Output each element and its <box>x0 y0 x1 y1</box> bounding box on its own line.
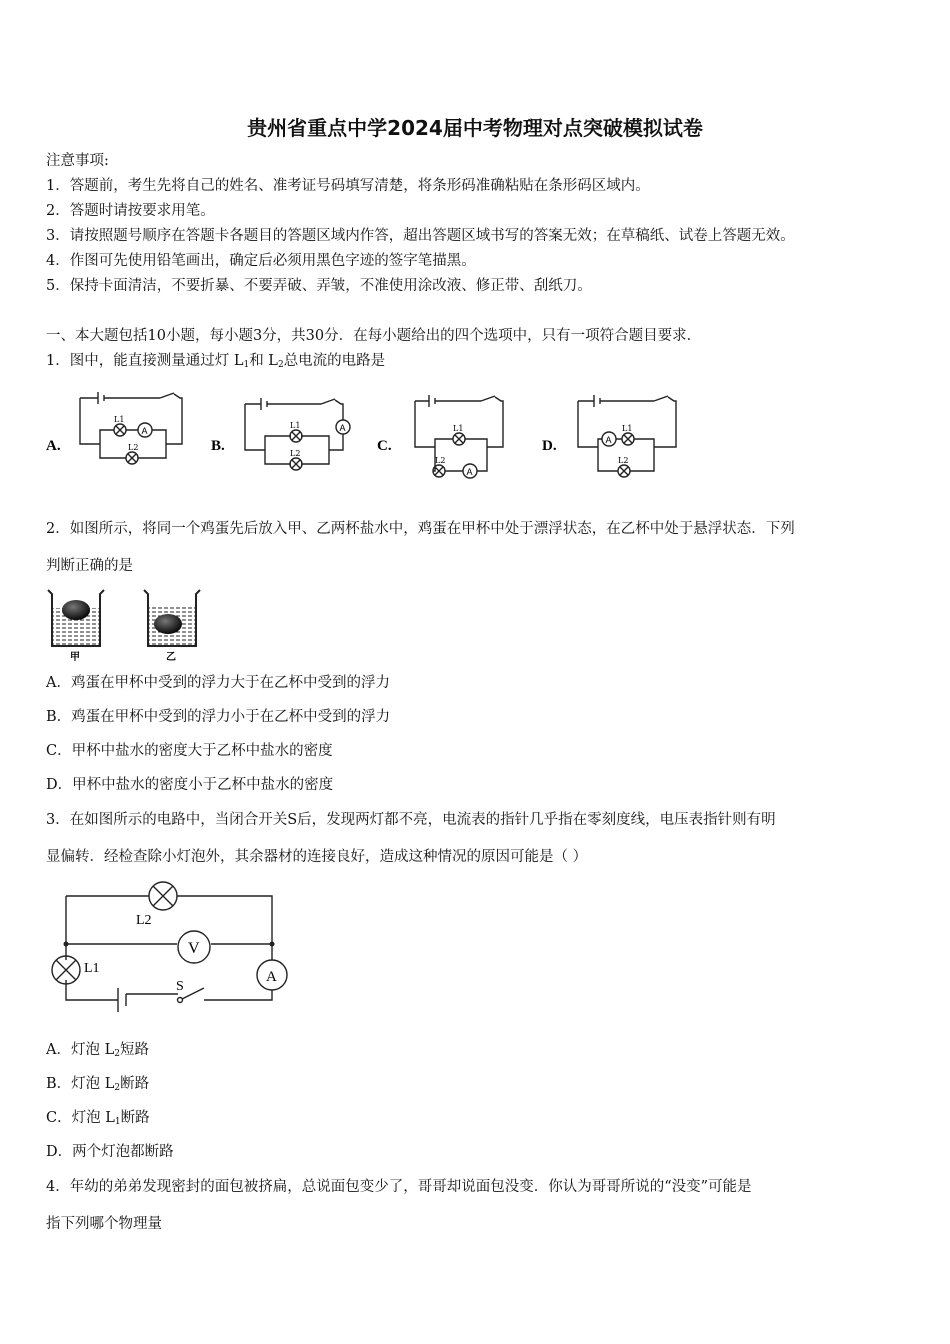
lamp-label: L1 <box>84 961 100 976</box>
egg-suspended <box>154 614 182 634</box>
ammeter-label: A <box>339 423 346 433</box>
ammeter-label: A <box>266 969 277 985</box>
lamp-label: L1 <box>290 421 301 430</box>
question-4-line2: 指下列哪个物理量 <box>46 1216 162 1232</box>
section-heading: 一、本大题包括10小题，每小题3分，共30分．在每小题给出的四个选项中，只有一项符合题目要求． <box>46 328 702 344</box>
cup-label: 乙 <box>166 652 176 663</box>
question-2-figure <box>44 586 204 662</box>
lamp-label: L2 <box>128 443 139 452</box>
q2-option: B．鸡蛋在甲杯中受到的浮力小于在乙杯中受到的浮力 <box>46 709 391 725</box>
question-4-line1: 4．年幼的弟弟发现密封的面包被挤扁，总说面包变少了，哥哥却说面包没变．你认为哥哥所说的“没变”可能是 <box>46 1179 752 1195</box>
q1-option-c-label: C. <box>377 438 392 454</box>
ammeter-label: A <box>466 467 473 477</box>
q3-option: C．灯泡 $L_1$断路 <box>46 1110 150 1127</box>
question-3-line2: 显偏转．经检查除小灯泡外，其余器材的连接良好，造成这种情况的原因可能是（ ） <box>46 849 588 865</box>
question-3-circuit <box>44 880 294 1010</box>
page-title: 贵州省重点中学2024届中考物理对点突破模拟试卷 <box>247 116 703 140</box>
notice-item: 5．保持卡面清洁，不要折暴、不要弄破、弄皱，不准使用涂改液、修正带、刮纸刀。 <box>46 278 592 294</box>
lamp-label: L2 <box>435 456 446 465</box>
lamp-label: L2 <box>136 913 152 928</box>
beaker-jia <box>48 590 104 663</box>
circuit-d <box>578 395 676 477</box>
ammeter-label: A <box>605 435 612 445</box>
lamp-label: L2 <box>290 449 301 458</box>
notice-item: 2．答题时请按要求用笔。 <box>46 203 215 219</box>
voltmeter-label: V <box>188 940 200 957</box>
notice-item: 3．请按照题号顺序在答题卡各题目的答题区域内作答，超出答题区域书写的答案无效；在草稿纸、试卷上答题无效。 <box>46 228 795 244</box>
lamp-label: L1 <box>114 415 125 424</box>
q1-option-d-label: D. <box>542 438 557 454</box>
notice-item: 4．作图可先使用铅笔画出，确定后必须用黑色字迹的签字笔描黑。 <box>46 253 476 269</box>
question-2-line2: 判断正确的是 <box>46 558 133 574</box>
question-2-line1: 2．如图所示，将同一个鸡蛋先后放入甲、乙两杯盐水中，鸡蛋在甲杯中处于漂浮状态，在乙杯中处于悬浮状态．下列 <box>46 521 795 537</box>
circuit-a <box>80 392 182 464</box>
beaker-yi <box>144 590 200 663</box>
q2-option: C．甲杯中盐水的密度大于乙杯中盐水的密度 <box>46 743 333 759</box>
q2-option: A．鸡蛋在甲杯中受到的浮力大于在乙杯中受到的浮力 <box>46 675 390 691</box>
lamp-label: L1 <box>622 424 633 433</box>
notice-item: 1．答题前，考生先将自己的姓名、准考证号码填写清楚，将条形码准确粘贴在条形码区域内。 <box>46 178 650 194</box>
egg-floating <box>62 600 90 620</box>
notice-heading: 注意事项: <box>46 153 109 169</box>
circuit-c <box>415 395 503 478</box>
switch <box>178 998 183 1003</box>
circuit-b <box>245 398 350 470</box>
cup-label: 甲 <box>70 652 80 663</box>
switch-label: S <box>176 979 184 994</box>
q2-option: D．甲杯中盐水的密度小于乙杯中盐水的密度 <box>46 777 334 793</box>
q1-option-b-label: B. <box>211 438 225 454</box>
q3-option: B．灯泡 $L_2$断路 <box>46 1076 150 1093</box>
question-3-line1: 3．在如图所示的电路中，当闭合开关S后，发现两灯都不亮，电流表的指针几乎指在零刻度线，电压表指针则有明 <box>46 812 776 828</box>
q3-option: A．灯泡 $L_2$短路 <box>46 1042 149 1059</box>
ammeter-label: A <box>141 426 148 436</box>
q3-option: D．两个灯泡都断路 <box>46 1144 174 1160</box>
q1-option-a-label: A. <box>46 438 61 454</box>
lamp-label: L1 <box>453 424 464 433</box>
question-1-text: 1．图中，能直接测量通过灯 $L_1$和 $L_2$总电流的电路是 <box>46 353 386 370</box>
lamp-label: L2 <box>618 456 629 465</box>
